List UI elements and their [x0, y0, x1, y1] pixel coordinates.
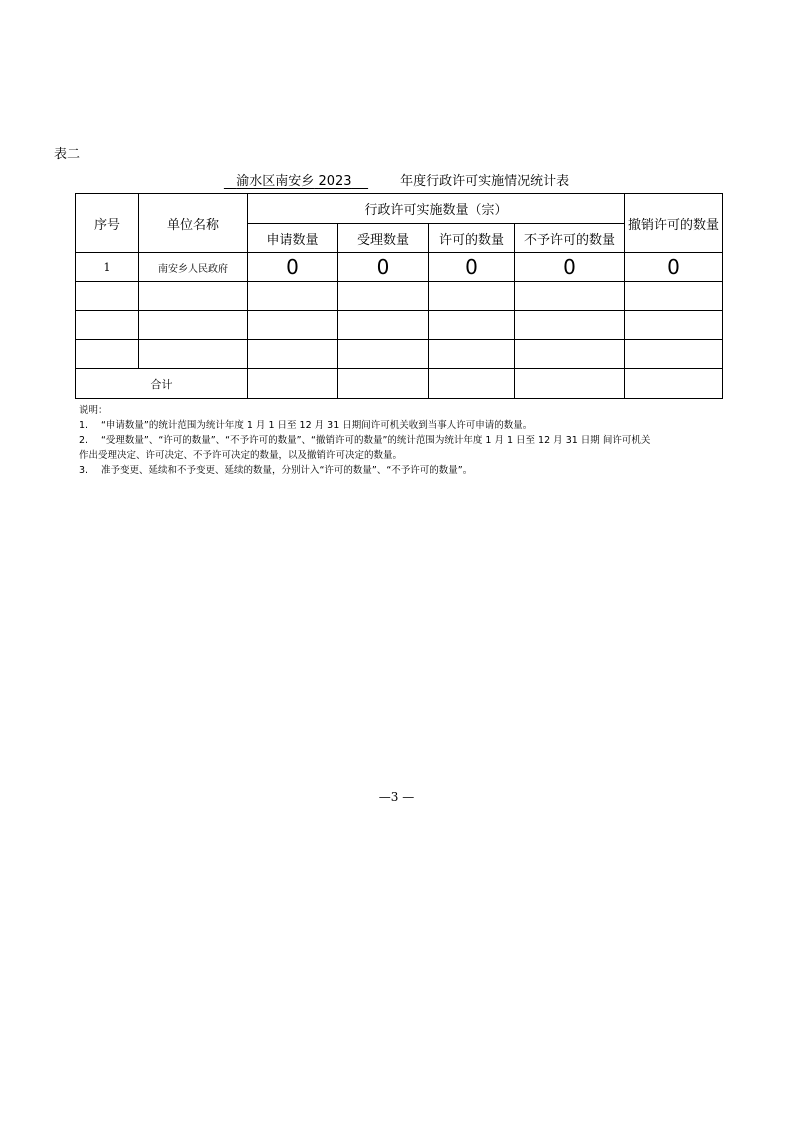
statistics-table — [75, 193, 723, 399]
row-deny: 0 — [515, 253, 625, 282]
note-item — [79, 418, 769, 433]
document-title — [0, 170, 793, 189]
header-seq: 序号 — [76, 194, 139, 253]
note-text: 准予变更、延续和不予变更、延续的数量，分别计入“许可的数量”、“不予许可的数量”。 — [101, 465, 473, 476]
note-item — [79, 463, 769, 478]
row-unit: 南安乡人民政府 — [139, 253, 248, 282]
note-continuation — [79, 448, 769, 463]
note-text: “申请数量”的统计范围为统计年度 1 月 1 日至 12 月 31 日期间许可机关收到当事人许可申请的数量。 — [101, 420, 533, 431]
title-region: 渝水区南安乡 — [236, 174, 315, 189]
title-rest: 年度行政许可实施情况统计表 — [400, 174, 570, 189]
header-revoke: 撤销许可的数量 — [625, 194, 723, 253]
table-row-empty — [76, 282, 723, 311]
note-item — [79, 433, 769, 448]
header-group: 行政许可实施数量（宗） — [248, 194, 625, 224]
row-apply: 0 — [248, 253, 338, 282]
note-number: 3. — [79, 465, 89, 476]
row-revoke: 0 — [625, 253, 723, 282]
table-row-empty — [76, 340, 723, 369]
header-accept: 受理数量 — [338, 224, 429, 253]
row-permit: 0 — [429, 253, 515, 282]
table-row — [76, 253, 723, 282]
notes — [79, 403, 769, 478]
header-deny: 不予许可的数量 — [515, 224, 625, 253]
row-seq: 1 — [76, 253, 139, 282]
note-number: 1. — [79, 420, 89, 431]
note-text-continued: 作出受理决定、许可决定、不予许可决定的数量，以及撤销许可决定的数量。 — [79, 450, 403, 461]
header-permit: 许可的数量 — [429, 224, 515, 253]
page-number: —3 — — [378, 790, 415, 804]
title-underlined — [224, 174, 368, 189]
total-label: 合计 — [76, 369, 248, 399]
note-number: 2. — [79, 435, 89, 446]
header-unit-name: 单位名称 — [139, 194, 248, 253]
table-row-empty — [76, 311, 723, 340]
header-apply: 申请数量 — [248, 224, 338, 253]
row-accept: 0 — [338, 253, 429, 282]
table-label: 表二 — [54, 147, 81, 162]
notes-heading: 说明： — [79, 405, 108, 416]
note-text: “受理数量”、“许可的数量”、“不予许可的数量”、“撤销许可的数量”的统计范围为统计年度 1 月 1 日至 12 月 31 日期 间许可机关 — [101, 435, 651, 446]
title-year: 2023 — [318, 174, 352, 189]
total-row — [76, 369, 723, 399]
